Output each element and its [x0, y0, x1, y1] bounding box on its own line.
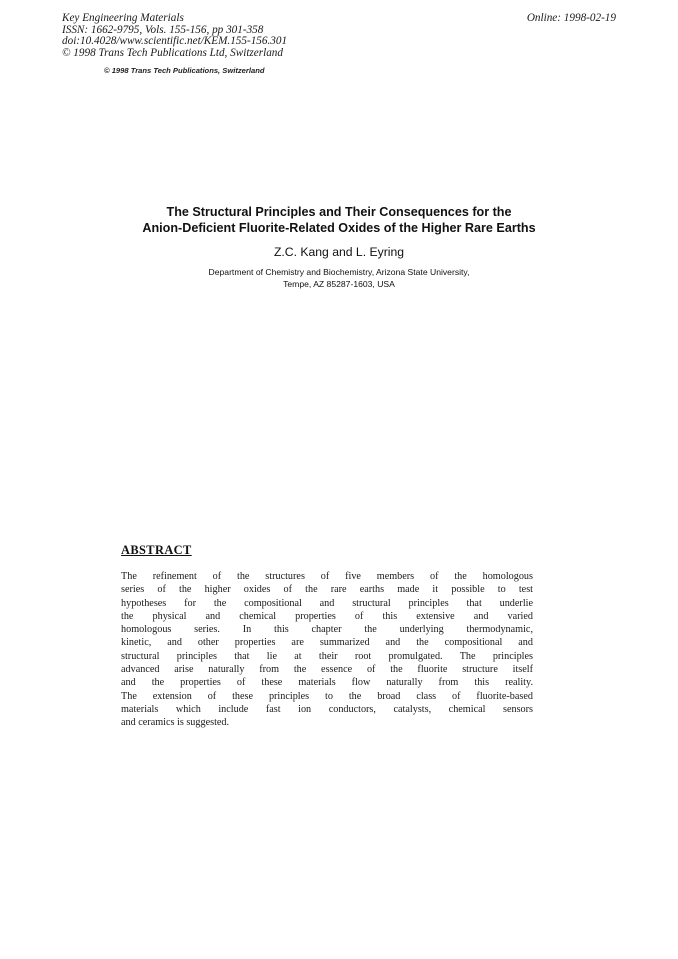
- affiliation-line: Tempe, AZ 85287-1603, USA: [283, 278, 395, 289]
- abstract-body: [121, 570, 533, 730]
- abstract-line: hypotheses for the compositional and structural principles that underlie: [121, 597, 533, 609]
- paper-title-line: Anion-Deficient Fluorite-Related Oxides of the Higher Rare Earths: [142, 220, 536, 235]
- online-date: Online: 1998-02-19: [526, 12, 616, 24]
- abstract-line: The extension of these principles to the broad class of fluorite-based: [121, 690, 533, 702]
- abstract-line: structural principles that lie at their root promulgated. The principles: [121, 650, 533, 662]
- journal-copyright: © 1998 Trans Tech Publications Ltd, Switzerland: [62, 46, 283, 59]
- copyright-stamp: © 1998 Trans Tech Publications, Switzerland: [104, 66, 265, 75]
- abstract-heading: ABSTRACT: [121, 543, 192, 557]
- journal-citation: [62, 13, 287, 59]
- paper-authors: Z.C. Kang and L. Eyring: [273, 245, 405, 259]
- paper-title: [100, 205, 578, 236]
- paper-affiliation: [100, 267, 578, 290]
- affiliation-line: Department of Chemistry and Biochemistry, Arizona State University,: [208, 267, 470, 277]
- abstract-line: advanced arise naturally from the essence of the fluorite structure itself: [121, 664, 533, 676]
- journal-name: Key Engineering Materials: [62, 12, 184, 24]
- paper-title-block: [100, 205, 578, 290]
- abstract-line: homologous series. In this chapter the underlying thermodynamic,: [121, 624, 533, 636]
- journal-issn: ISSN: 1662-9795, Vols. 155-156, pp 301-358: [62, 23, 264, 36]
- abstract-line: series of the higher oxides of the rare earths made it possible to test: [121, 584, 533, 596]
- abstract-line: and the properties of these materials flow naturally from this reality.: [121, 677, 533, 689]
- paper-title-line: The Structural Principles and Their Consequences for the: [166, 205, 512, 219]
- abstract-line: the physical and chemical properties of this extensive and varied: [121, 610, 533, 622]
- abstract-line: materials which include fast ion conductors, catalysts, chemical sensors: [121, 703, 533, 715]
- abstract-line: kinetic, and other properties are summarized and the compositional and: [121, 637, 533, 649]
- abstract-line: and ceramics is suggested.: [121, 717, 230, 729]
- journal-doi: doi:10.4028/www.scientific.net/KEM.155-156.301: [62, 35, 288, 47]
- abstract-line: The refinement of the structures of five members of the homologous: [121, 571, 533, 582]
